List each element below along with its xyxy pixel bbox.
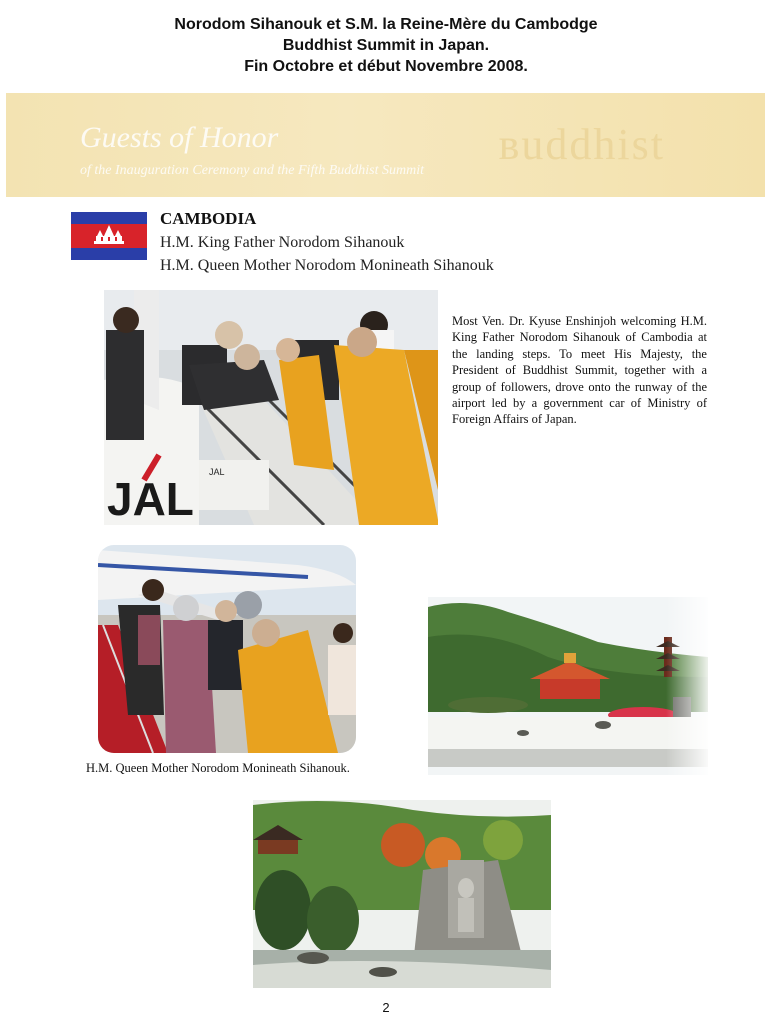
banner-subtitle: of the Inauguration Ceremony and the Fifth Buddhist Summit [80,163,425,178]
header-line-1: Norodom Sihanouk et S.M. la Reine-Mère du Cambodge [174,16,598,33]
page-header [0,14,772,77]
photo-queen-mother-arrival [98,545,356,753]
header-line-2: Buddhist Summit in Japan. [282,37,490,54]
photo-2-caption: H.M. Queen Mother Norodom Monineath Sihanouk. [86,761,350,775]
guest-queen-mother: H.M. Queen Mother Norodom Monineath Sihanouk [160,257,494,274]
guests-of-honor-banner [6,93,765,197]
svg-text:JAL: JAL [209,467,225,477]
cambodia-flag-icon [71,212,147,260]
jal-logo: JAL [107,473,194,525]
photo-airport-welcome [104,290,438,525]
country-heading: CAMBODIA [160,209,257,228]
header-line-3: Fin Octobre et début Novembre 2008. [244,58,528,75]
banner-title: Guests of Honor [80,121,279,154]
banner-background-lettering: ʙuddhist [498,120,665,169]
guest-king-father: H.M. King Father Norodom Sihanouk [160,234,405,251]
page-number: 2 [382,1000,390,1015]
photo-rock-garden-buddha [253,800,551,988]
photo-temple-garden [428,597,708,775]
photo-1-caption: Most Ven. Dr. Kyuse Enshinjoh welcoming H.M. King Father Norodom Sihanouk of Cambodia at the landing steps. To meet His Majesty, the President of Buddhist Summit, together with a group of followers, drove onto the runway of the airport led by a government car of Ministry of Foreign Affairs of Japan. [452,314,707,427]
